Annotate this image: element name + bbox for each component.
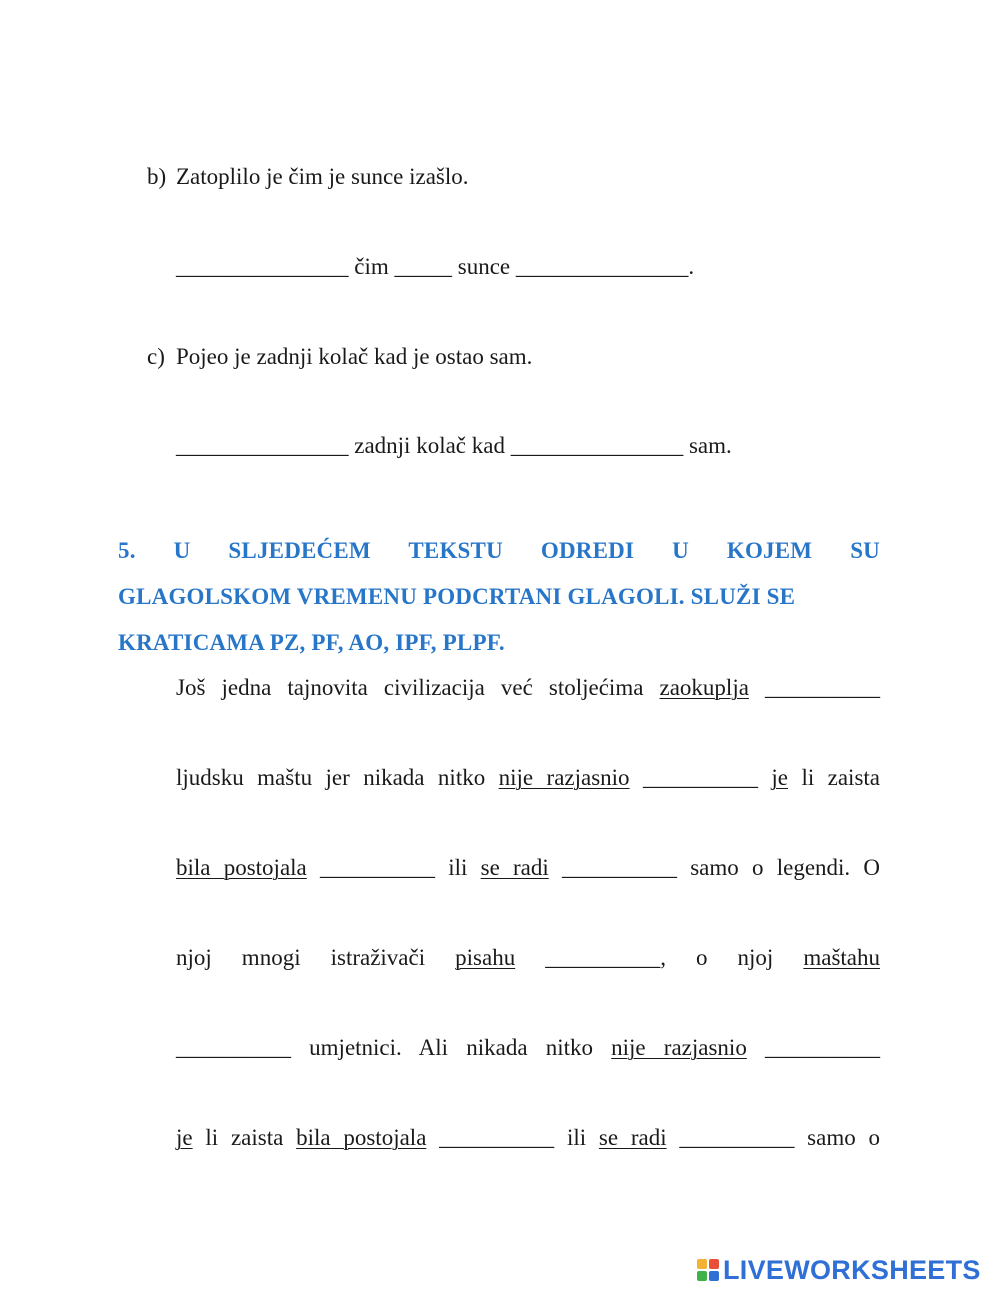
fill-text: . — [688, 254, 695, 279]
paragraph-text: li zaista — [192, 1125, 297, 1150]
answer-blank[interactable]: _______________ — [510, 433, 684, 458]
paragraph-line — [176, 1033, 880, 1123]
answer-blank[interactable]: _____ — [394, 254, 452, 279]
text-with-answer-blank[interactable]: __________ — [746, 1035, 880, 1060]
answer-blank[interactable]: _______________ — [515, 254, 689, 279]
fill-text: čim — [348, 254, 395, 279]
answer-blank[interactable]: _______________ — [176, 254, 349, 279]
item-letter: c) — [147, 344, 165, 369]
paragraph-line — [176, 853, 880, 943]
paragraph-text: Još jedna tajnovita civilizacija već stoljećima — [176, 675, 660, 700]
logo-square — [697, 1271, 707, 1281]
underlined-verb: bila postojala — [296, 1125, 427, 1150]
underlined-verb: zaokuplja — [659, 675, 749, 700]
text-with-answer-blank[interactable]: __________ — [748, 675, 881, 700]
item-sentence: Zatoplilo je čim je sunce izašlo. — [176, 164, 469, 189]
underlined-verb: je — [176, 1125, 193, 1150]
underlined-verb: se radi — [480, 855, 549, 880]
text-with-answer-blank[interactable]: __________, o njoj — [515, 945, 804, 970]
item-letter: b) — [147, 164, 167, 189]
underlined-verb: nije razjasnio — [611, 1035, 747, 1060]
logo-square — [709, 1271, 719, 1281]
underlined-verb: maštahu — [803, 945, 880, 970]
paragraph-line — [176, 943, 880, 1033]
underlined-verb: nije razjasnio — [498, 765, 630, 790]
text-with-answer-blank[interactable]: __________ ili — [306, 855, 481, 880]
logo-text: LIVEWORKSHEETS — [723, 1254, 981, 1285]
text-with-answer-blank[interactable]: __________ umjetnici. Ali nikada nitko — [176, 1035, 612, 1060]
underlined-verb: se radi — [598, 1125, 667, 1150]
paragraph-text: li zaista — [788, 765, 880, 790]
underlined-verb: bila postojala — [176, 855, 307, 880]
heading-line: GLAGOLSKOM VREMENU PODCRTANI GLAGOLI. SLUŽI SE — [118, 584, 796, 609]
paragraph-text: njoj mnogi istraživači — [176, 945, 456, 970]
item-b-answer-line — [176, 252, 694, 282]
paragraph-line — [176, 673, 880, 763]
paragraph-line — [176, 1123, 880, 1213]
underlined-verb: pisahu — [455, 945, 516, 970]
fill-text: sunce — [452, 254, 516, 279]
heading-line: KRATICAMA PZ, PF, AO, IPF, PLPF. — [118, 630, 505, 655]
text-with-answer-blank[interactable]: __________ ili — [426, 1125, 599, 1150]
paragraph-line — [176, 763, 880, 853]
task-5-heading — [118, 536, 880, 674]
paragraph-text: ljudsku maštu jer nikada nitko — [176, 765, 499, 790]
task-5-paragraph — [176, 673, 880, 1213]
logo-square — [697, 1259, 707, 1269]
fill-text: sam. — [683, 433, 732, 458]
fill-text: zadnji kolač kad — [348, 433, 511, 458]
text-with-answer-blank[interactable]: __________ samo o legendi. O — [548, 855, 881, 880]
underlined-verb: je — [771, 765, 789, 790]
text-with-answer-blank[interactable]: __________ samo o — [666, 1125, 881, 1150]
item-c-answer-line — [176, 431, 732, 461]
logo-square — [709, 1259, 719, 1269]
liveworksheets-logo — [697, 1254, 981, 1286]
heading-line: 5. U SLJEDEĆEM TEKSTU ODREDI U KOJEM SU — [118, 538, 880, 563]
answer-blank[interactable]: _______________ — [176, 433, 349, 458]
text-with-answer-blank[interactable]: __________ — [629, 765, 772, 790]
liveworksheets-logo-icon — [697, 1259, 719, 1281]
item-sentence: Pojeo je zadnji kolač kad je ostao sam. — [176, 344, 533, 369]
